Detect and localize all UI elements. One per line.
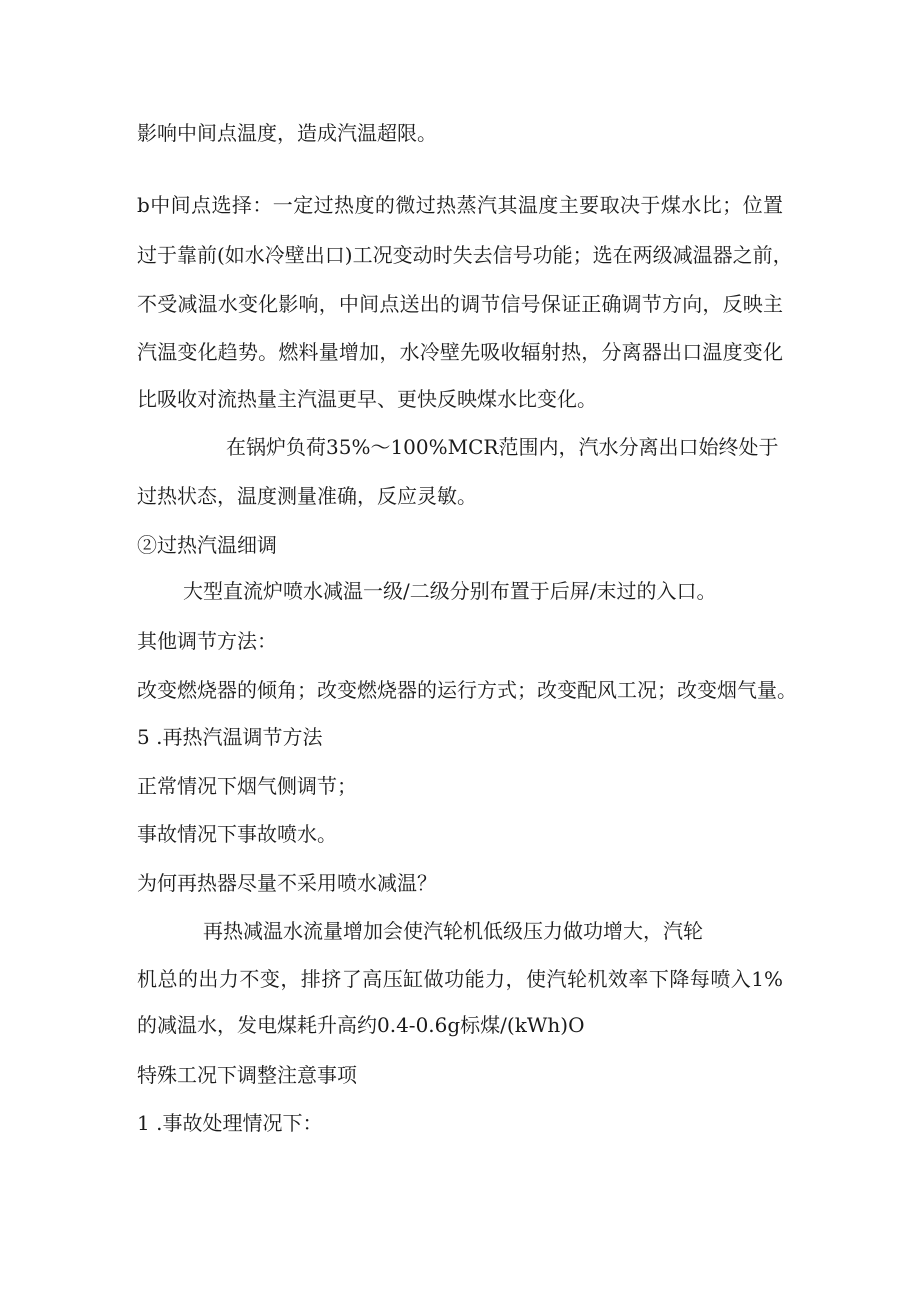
- text-line: 正常情况下烟气侧调节；: [137, 774, 357, 798]
- text-line: 的减温水，发电煤耗升高约0.4-0.6g标煤/(kWh)O: [137, 1013, 585, 1037]
- section-heading: 5 .再热汽温调节方法: [137, 725, 323, 749]
- text-line: 过热状态，温度测量准确，反应灵敏。: [137, 484, 477, 508]
- text-line: 影响中间点温度，造成汽温超限。: [137, 121, 437, 145]
- section-heading: ②过热汽温细调: [137, 533, 277, 557]
- text-line: 事故情况下事故喷水。: [137, 822, 337, 846]
- section-heading: 特殊工况下调整注意事项: [137, 1063, 357, 1087]
- section-heading: 1 .事故处理情况下：: [137, 1111, 323, 1135]
- text-line: 改变燃烧器的倾角；改变燃烧器的运行方式；改变配风工况；改变烟气量。: [137, 678, 797, 702]
- text-line: 汽温变化趋势。燃料量增加，水冷壁先吸收辐射热，分离器出口温度变化: [137, 340, 783, 364]
- text-line: 过于靠前(如水冷壁出口)工况变动时失去信号功能；选在两级减温器之前，: [137, 243, 793, 267]
- text-line: 大型直流炉喷水减温一级/二级分别布置于后屏/末过的入口。: [183, 579, 717, 603]
- text-line: 其他调节方法：: [137, 629, 277, 653]
- text-line: 再热减温水流量增加会使汽轮机低级压力做功增大，汽轮: [203, 919, 703, 943]
- text-line: 在锅炉负荷35%～100%MCR范围内，汽水分离出口始终处于: [226, 435, 779, 459]
- text-line: 机总的出力不变，排挤了高压缸做功能力，使汽轮机效率下降每喷入1%: [137, 967, 783, 991]
- text-line: 不受减温水变化影响，中间点送出的调节信号保证正确调节方向，反映主: [137, 292, 783, 316]
- text-line: 为何再热器尽量不采用喷水减温？: [137, 871, 437, 895]
- text-line: b中间点选择：一定过热度的微过热蒸汽其温度主要取决于煤水比；位置: [137, 193, 783, 217]
- text-line: 比吸收对流热量主汽温更早、更快反映煤水比变化。: [137, 387, 597, 411]
